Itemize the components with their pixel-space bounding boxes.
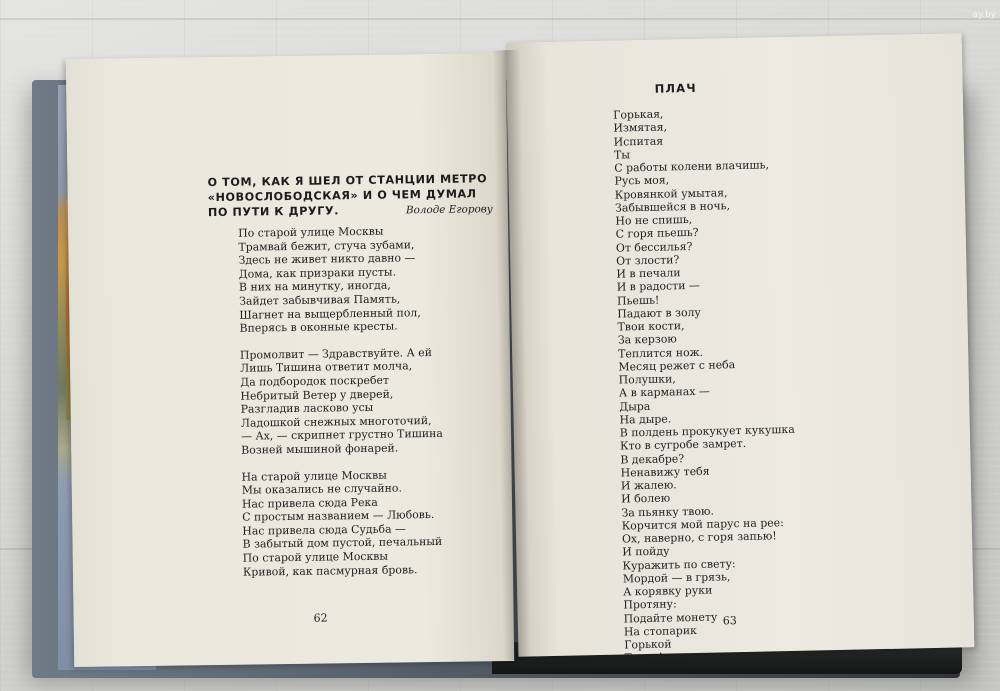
poem-line: Куражить по свету: — [622, 556, 736, 573]
poem-line: С работы колени влачишь, — [614, 158, 770, 175]
poem-line: По старой улице Москвы — [242, 549, 389, 565]
poem-line: С горя пьешь? — [615, 226, 699, 241]
poem-line: За пьянку твою. — [621, 504, 714, 520]
poem-line: — Ах, — скрипнет грустно Тишина — [240, 427, 443, 444]
poem-line: Трамвай бежит, стуча зубами, — [238, 237, 415, 254]
right-page — [506, 33, 975, 665]
poem-line: И в радости — — [616, 279, 700, 294]
poem-line: Возней мышиной фонарей. — [241, 441, 399, 457]
dedication: Володе Егорову — [405, 203, 493, 217]
poem-line: Пьешь! — [616, 293, 660, 308]
title-line: «НОВОСЛОБОДСКАЯ» И О ЧЕМ ДУМАЛ — [207, 187, 477, 205]
poem-line: Горькой — [624, 637, 672, 652]
poem-line: Кто в сугробе замрет. — [619, 437, 747, 453]
poem-title-right: ПЛАЧ — [654, 80, 697, 96]
page-number: 62 — [313, 611, 328, 625]
poem-body-right — [613, 105, 800, 665]
floor-seam — [0, 18, 1000, 20]
poem-line: И болею — [621, 491, 671, 506]
poem-line: Месяц режет с неба — [618, 357, 736, 374]
page-number: 63 — [722, 614, 737, 628]
stanza — [240, 346, 443, 458]
poem-line: Но не спишь, — [615, 212, 693, 228]
poem-line: И жалею. — [620, 478, 677, 493]
poem-line: Тоски! — [624, 650, 664, 665]
poem-line: На старой улице Москвы — [241, 468, 387, 484]
poem-line: В полдень прокукует кукушка — [619, 422, 795, 440]
poem-line: Зайдет забывчивая Память, — [239, 292, 401, 308]
poem-line: В них на минутку, иногда, — [238, 278, 391, 295]
poem-line: Твои кости, — [617, 319, 685, 334]
poem-line: Полушки, — [618, 372, 676, 387]
poem-line: Русь моя, — [614, 173, 670, 188]
poem-line: В забытый дом пустой, печальный — [242, 535, 443, 552]
poem-line: Кривой, как пасмурная бровь. — [242, 562, 418, 579]
poem-line: Ты — [613, 148, 631, 162]
poem-line: От бессилья? — [615, 239, 693, 255]
poem-line: Небритый Ветер у дверей, — [240, 387, 394, 403]
poem-line: С простым названием — Любовь. — [242, 508, 435, 524]
poem-line: Падают в золу — [617, 305, 702, 321]
poem-line: Теплится нож. — [618, 345, 704, 361]
poem-line: Мы оказались не случайно. — [241, 481, 402, 497]
poem-body-left — [238, 224, 445, 592]
poem-line: Мордой — в грязь, — [622, 570, 731, 586]
poem-line: Корчится мой парус на рее: — [621, 515, 784, 533]
poem-line: За керзою — [617, 332, 677, 347]
stanza — [242, 467, 445, 579]
poem-line: Ненавижу тебя — [620, 464, 710, 480]
poem-line: Разгладив ласково усы — [240, 400, 374, 416]
title-line: ПО ПУТИ К ДРУГУ. — [207, 204, 340, 220]
poem-line: Промолвит — Здравствуйте. А ей — [239, 345, 433, 362]
poem-line: Измятая, — [613, 120, 668, 135]
poem-line: На дыре. — [619, 412, 672, 427]
poem-line: Испитая — [613, 134, 664, 149]
poem-line: Лишь Тишина ответит молча, — [240, 359, 413, 376]
poem-line: По старой улице Москвы — [238, 224, 384, 240]
poem-line: В декабре? — [620, 451, 685, 467]
poem-line: Дыра — [619, 399, 651, 414]
poem-line: Да подбородок поскребет — [240, 373, 390, 389]
poem-line: И в печали — [616, 266, 681, 281]
left-page — [66, 53, 514, 667]
poem-line: Ох, наверно, с горя запью! — [621, 529, 777, 546]
poem-line: Подайте монету — [623, 610, 718, 625]
poem-line: И пойду — [622, 544, 670, 559]
poem-line: Кровянкой умытая, — [614, 185, 728, 202]
poem-line: А корявку руки — [623, 583, 713, 599]
poem-line: Горькая, — [613, 107, 664, 122]
poem-line: Дома, как призраки пусты. — [238, 265, 397, 281]
poem-line: А в карманах — — [618, 384, 710, 400]
poem-line: Забывшейся в ночь, — [614, 198, 731, 215]
poem-line: Вперясь в оконные кресты. — [239, 319, 398, 335]
poem-line: На стопарик — [623, 623, 698, 639]
poem-line: Ладошкой снежных многоточий, — [240, 413, 432, 430]
poem-line: Нас привела сюда Река — [241, 495, 378, 511]
poem-line: От злости? — [616, 253, 680, 268]
stanza — [238, 224, 441, 336]
poem-line: Шагнет на выщербленный пол, — [239, 305, 421, 322]
poem-line: Здесь не живет никто давно — — [238, 251, 416, 267]
poem-line: Нас привела сюда Судьба — — [242, 522, 406, 538]
watermark: ay.by — [972, 10, 996, 20]
title-line: О ТОМ, КАК Я ШЕЛ ОТ СТАНЦИИ МЕТРО — [207, 172, 488, 190]
poem-line: Протяну: — [623, 597, 677, 612]
